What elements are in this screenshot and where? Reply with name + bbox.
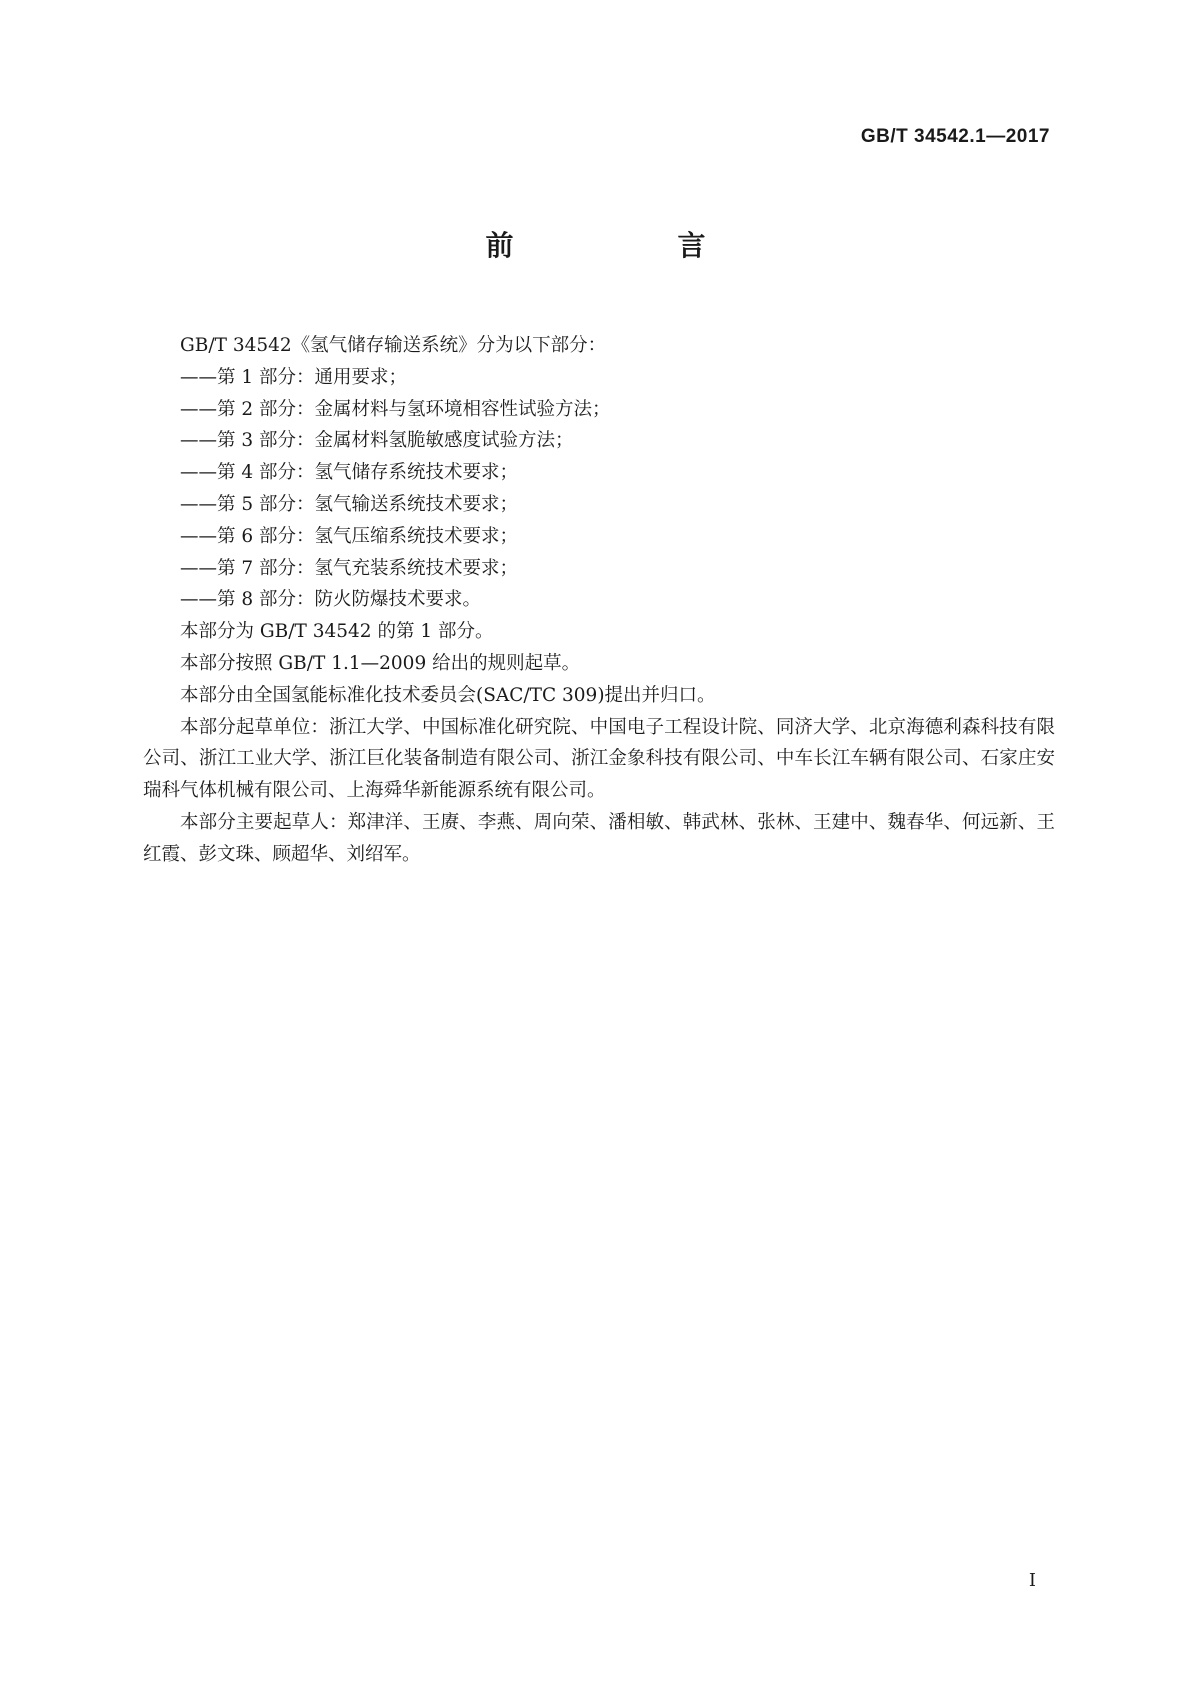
page-number: I <box>1028 1570 1036 1591</box>
drafters-paragraph: 本部分主要起草人：郑津洋、王赓、李燕、周向荣、潘相敏、韩武林、张林、王建中、魏春华、何远新、王红霞、彭文珠、顾超华、刘绍军。 <box>143 811 1055 865</box>
foreword-body <box>143 330 1055 871</box>
list-item: ——第 2 部分：金属材料与氢环境相容性试验方法； <box>180 398 611 420</box>
list-item: ——第 3 部分：金属材料氢脆敏感度试验方法； <box>180 430 574 452</box>
list-item: ——第 1 部分：通用要求； <box>180 366 408 388</box>
page-title: 前 言 <box>485 229 742 262</box>
drafting-units-paragraph: 本部分起草单位：浙江大学、中国标准化研究院、中国电子工程设计院、同济大学、北京海德利森科技有限公司、浙江工业大学、浙江巨化装备制造有限公司、浙江金象科技有限公司、中车长江车辆有限公司、石家庄安瑞科气体机械有限公司、上海舜华新能源系统有限公司。 <box>143 716 1055 802</box>
intro-paragraph: GB/T 34542《氢气储存输送系统》分为以下部分： <box>180 335 607 356</box>
list-item: ——第 7 部分：氢气充装系统技术要求； <box>180 557 519 579</box>
committee-paragraph: 本部分由全国氢能标准化技术委员会(SAC/TC 309)提出并归口。 <box>180 684 716 706</box>
list-item: ——第 6 部分：氢气压缩系统技术要求； <box>180 525 519 547</box>
drafting-rules-paragraph: 本部分按照 GB/T 1.1—2009 给出的规则起草。 <box>180 652 581 674</box>
list-item: ——第 5 部分：氢气输送系统技术要求； <box>180 493 519 515</box>
part-designation-paragraph: 本部分为 GB/T 34542 的第 1 部分。 <box>180 621 494 643</box>
parts-list <box>143 362 1055 616</box>
list-item: ——第 8 部分：防火防爆技术要求。 <box>180 589 482 611</box>
list-item: ——第 4 部分：氢气储存系统技术要求； <box>180 462 519 484</box>
standard-code-header: GB/T 34542.1—2017 <box>860 126 1050 147</box>
